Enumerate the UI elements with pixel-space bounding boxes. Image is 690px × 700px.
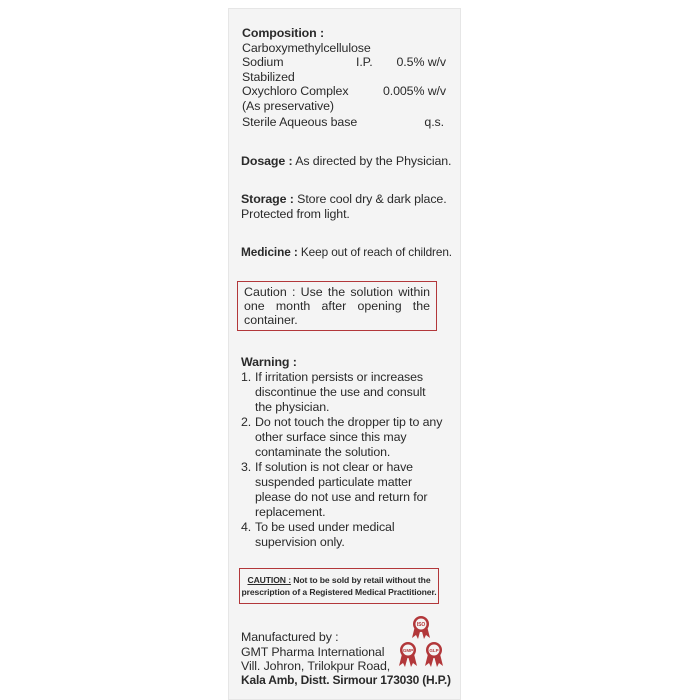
manufacturer-heading: Manufactured by : [241, 630, 339, 644]
retail-caution-text [241, 574, 436, 598]
dosage-text: As directed by the Physician. [295, 154, 452, 168]
composition-heading: Composition : [242, 26, 324, 40]
composition-line-6-name: Sterile Aqueous base [242, 115, 358, 129]
iso-badge-icon [412, 616, 430, 639]
caution-text: Caution : Use the solution within one month after opening the container. [244, 285, 430, 327]
retail-caution-text-1: Not to be sold by retail without the [293, 575, 431, 585]
composition-line-4-name: Oxychloro Complex [242, 84, 349, 98]
retail-caution-label: CAUTION : [247, 575, 291, 585]
warning-item [241, 520, 456, 550]
gmp-badge-label: GMP [402, 648, 414, 653]
medicine-line [241, 245, 452, 259]
storage-text-2: Protected from light. [241, 207, 350, 221]
warning-item [241, 460, 456, 520]
composition-line-6-amount: q.s. [424, 115, 444, 129]
medicine-heading: Medicine : [241, 245, 298, 259]
warning-list [241, 370, 456, 550]
warning-item-number: 3. [241, 460, 252, 474]
composition-line-2-name: Sodium [242, 55, 284, 69]
composition-line-3: Stabilized [242, 70, 295, 84]
warning-item-number: 1. [241, 370, 252, 384]
iso-badge-label: ISO [416, 622, 426, 629]
gmp-badge-icon [399, 642, 417, 667]
warning-item-number: 4. [241, 520, 252, 534]
certification-badges [391, 614, 451, 670]
composition-line-2-amount: 0.5% w/v [396, 55, 446, 69]
retail-caution-box [239, 568, 439, 604]
manufacturer-address-1: Vill. Johron, Trilokpur Road, [241, 659, 391, 673]
warning-item-text: Do not touch the dropper tip to any other surface since this may contaminate the solution. [255, 415, 443, 459]
medicine-text: Keep out of reach of children. [300, 245, 452, 259]
composition-line-1: Carboxymethylcellulose [242, 41, 371, 55]
glp-badge-icon [425, 642, 443, 667]
composition-line-2-standard: I.P. [356, 55, 373, 69]
warning-item-text: If irritation persists or increases discontinue the use and consult the physician. [255, 370, 426, 414]
composition-line-4-amount: 0.005% w/v [382, 84, 446, 98]
warning-item-number: 2. [241, 415, 252, 429]
composition-line-5: (As preservative) [242, 99, 334, 113]
warning-item [241, 415, 456, 460]
dosage-line [241, 154, 451, 168]
warning-item-text: If solution is not clear or have suspended particulate matter please do not use and return for replacement. [255, 460, 428, 519]
storage-text-1: Store cool dry & dark place. [297, 192, 447, 206]
warning-item-text: To be used under medical supervision only. [255, 520, 395, 549]
storage-line [241, 192, 447, 206]
manufacturer-name: GMT Pharma International [241, 645, 385, 659]
caution-box [237, 281, 437, 331]
glp-badge-label: GLP [429, 648, 439, 653]
dosage-heading: Dosage : [241, 154, 293, 168]
warning-item [241, 370, 456, 415]
storage-heading: Storage : [241, 192, 294, 206]
retail-caution-text-2: prescription of a Registered Medical Practitioner. [241, 587, 437, 597]
warning-heading: Warning : [241, 355, 297, 369]
manufacturer-address-2: Kala Amb, Distt. Sirmour 173030 (H.P.) [241, 673, 451, 687]
